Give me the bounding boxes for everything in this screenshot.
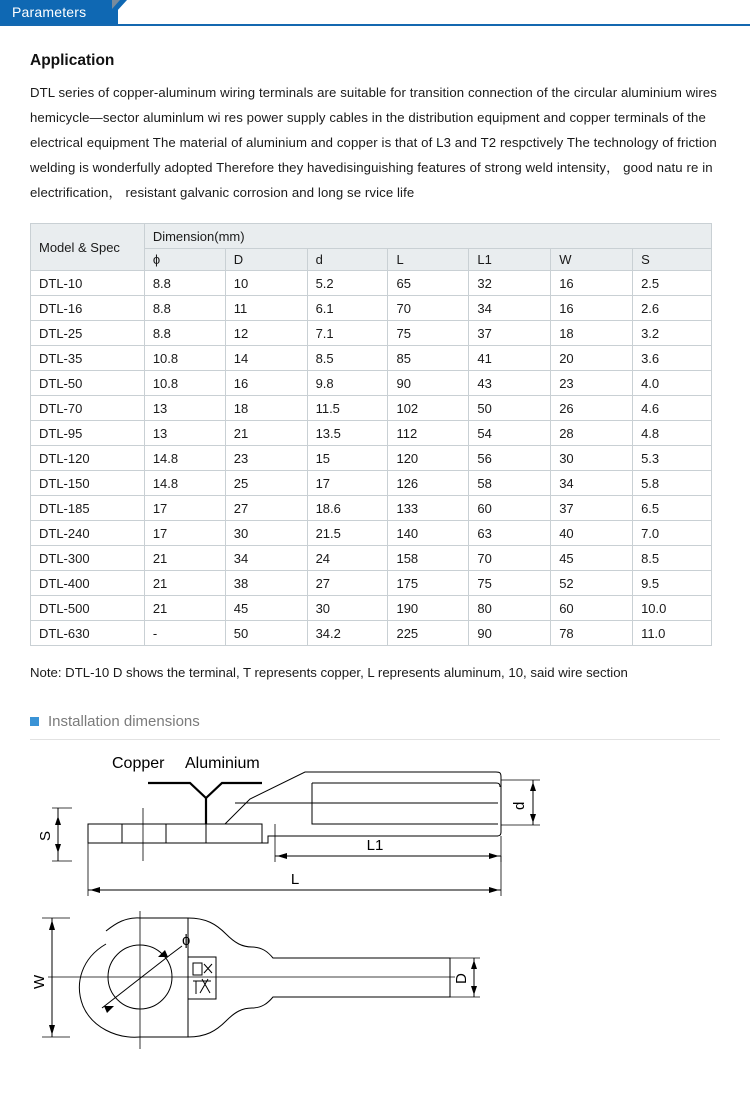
d-outer-arrow-up <box>471 960 477 969</box>
cell-W: 45 <box>551 546 633 571</box>
cell-L1: 32 <box>469 271 551 296</box>
cell-model: DTL-185 <box>31 496 145 521</box>
table-row <box>31 521 712 546</box>
cell-L: 70 <box>388 296 469 321</box>
table-row <box>31 546 712 571</box>
cell-model: DTL-500 <box>31 596 145 621</box>
cell-ϕ: - <box>144 621 225 646</box>
phi-leader-tail <box>170 946 182 955</box>
cell-ϕ: 17 <box>144 496 225 521</box>
l-arrow-right <box>489 887 499 893</box>
cell-S: 4.6 <box>633 396 712 421</box>
cell-S: 4.8 <box>633 421 712 446</box>
leader-fork <box>148 783 262 798</box>
cell-d: 6.1 <box>307 296 388 321</box>
cell-S: 3.2 <box>633 321 712 346</box>
cell-S: 5.8 <box>633 471 712 496</box>
cell-L1: 41 <box>469 346 551 371</box>
cell-S: 5.3 <box>633 446 712 471</box>
cell-ϕ: 17 <box>144 521 225 546</box>
installation-divider <box>30 739 720 740</box>
cell-model: DTL-300 <box>31 546 145 571</box>
cell-L1: 75 <box>469 571 551 596</box>
marking-glyph-top <box>193 963 212 975</box>
top-view-drawing <box>30 911 720 1061</box>
cell-ϕ: 10.8 <box>144 346 225 371</box>
dim-W: W <box>31 974 48 989</box>
installation-heading-label: Installation dimensions <box>48 713 200 730</box>
cell-W: 60 <box>551 596 633 621</box>
table-row <box>31 421 712 446</box>
cell-d: 11.5 <box>307 396 388 421</box>
l-arrow-left <box>90 887 100 893</box>
col-header-d: d <box>307 249 388 271</box>
label-aluminium: Aluminium <box>185 755 260 772</box>
cell-L: 65 <box>388 271 469 296</box>
cell-L: 112 <box>388 421 469 446</box>
cell-model: DTL-50 <box>31 371 145 396</box>
col-header-model: Model & Spec <box>31 224 145 271</box>
cell-S: 9.5 <box>633 571 712 596</box>
cell-model: DTL-150 <box>31 471 145 496</box>
table-row <box>31 446 712 471</box>
d-arrow-up <box>530 782 536 791</box>
cell-D: 18 <box>225 396 307 421</box>
d-arrow-down <box>530 814 536 823</box>
spec-table-body <box>31 271 712 646</box>
cell-model: DTL-25 <box>31 321 145 346</box>
col-header-L1: L1 <box>469 249 551 271</box>
cell-D: 10 <box>225 271 307 296</box>
cell-ϕ: 21 <box>144 546 225 571</box>
cell-L1: 70 <box>469 546 551 571</box>
cell-W: 40 <box>551 521 633 546</box>
cell-d: 15 <box>307 446 388 471</box>
cell-model: DTL-240 <box>31 521 145 546</box>
phi-symbol-icon: ɸ <box>182 932 191 949</box>
cell-L: 225 <box>388 621 469 646</box>
cell-d: 30 <box>307 596 388 621</box>
cell-L: 75 <box>388 321 469 346</box>
table-row <box>31 271 712 296</box>
cell-S: 8.5 <box>633 546 712 571</box>
cell-L1: 60 <box>469 496 551 521</box>
cell-L1: 43 <box>469 371 551 396</box>
barrel-bore-upper <box>312 783 500 787</box>
installation-heading <box>30 713 720 730</box>
tab-bar <box>0 0 750 26</box>
cell-L: 90 <box>388 371 469 396</box>
cell-W: 30 <box>551 446 633 471</box>
cell-model: DTL-630 <box>31 621 145 646</box>
cell-D: 34 <box>225 546 307 571</box>
col-header-D: D <box>225 249 307 271</box>
cell-d: 9.8 <box>307 371 388 396</box>
s-arrow-up <box>55 816 61 825</box>
cell-L: 158 <box>388 546 469 571</box>
cell-S: 11.0 <box>633 621 712 646</box>
cell-d: 5.2 <box>307 271 388 296</box>
cell-W: 18 <box>551 321 633 346</box>
table-row <box>31 621 712 646</box>
page-content <box>0 52 750 1061</box>
cell-L: 175 <box>388 571 469 596</box>
dim-d: d <box>511 801 528 810</box>
d-outer-arrow-down <box>471 986 477 995</box>
cell-d: 13.5 <box>307 421 388 446</box>
cell-W: 78 <box>551 621 633 646</box>
terminal-outline <box>79 918 450 1037</box>
dim-L1: L1 <box>366 837 384 854</box>
cell-model: DTL-95 <box>31 421 145 446</box>
cell-D: 21 <box>225 421 307 446</box>
table-row <box>31 596 712 621</box>
header-divider <box>0 24 750 26</box>
cell-ϕ: 13 <box>144 396 225 421</box>
tongue-outline <box>88 824 262 843</box>
cell-L: 102 <box>388 396 469 421</box>
barrel-upper-profile <box>225 772 501 836</box>
cell-S: 3.6 <box>633 346 712 371</box>
cell-L1: 80 <box>469 596 551 621</box>
cell-ϕ: 8.8 <box>144 271 225 296</box>
cell-L: 126 <box>388 471 469 496</box>
cell-W: 23 <box>551 371 633 396</box>
spec-note: Note: DTL-10 D shows the terminal, T represents copper, L represents aluminum, 10, said wire section <box>30 665 628 680</box>
cell-S: 6.5 <box>633 496 712 521</box>
dim-D: D <box>453 973 470 984</box>
cell-D: 50 <box>225 621 307 646</box>
cell-L1: 58 <box>469 471 551 496</box>
cell-L1: 63 <box>469 521 551 546</box>
spec-table-head <box>31 224 712 271</box>
col-header-S: S <box>633 249 712 271</box>
cell-W: 26 <box>551 396 633 421</box>
w-arrow-up <box>49 920 55 930</box>
cell-S: 4.0 <box>633 371 712 396</box>
cell-d: 8.5 <box>307 346 388 371</box>
cell-D: 12 <box>225 321 307 346</box>
cell-ϕ: 10.8 <box>144 371 225 396</box>
cell-L: 140 <box>388 521 469 546</box>
cell-ϕ: 14.8 <box>144 446 225 471</box>
cell-model: DTL-400 <box>31 571 145 596</box>
cell-D: 27 <box>225 496 307 521</box>
s-arrow-down <box>55 844 61 853</box>
cell-W: 52 <box>551 571 633 596</box>
table-row <box>31 346 712 371</box>
cell-L1: 34 <box>469 296 551 321</box>
col-header-phi: ϕ <box>144 249 225 271</box>
spec-table <box>30 223 712 646</box>
table-row <box>31 396 712 421</box>
cell-model: DTL-35 <box>31 346 145 371</box>
cell-ϕ: 21 <box>144 596 225 621</box>
cell-S: 10.0 <box>633 596 712 621</box>
cell-L: 85 <box>388 346 469 371</box>
cell-d: 18.6 <box>307 496 388 521</box>
phi-leader-line <box>102 955 170 1008</box>
cell-D: 11 <box>225 296 307 321</box>
spec-table-group-row <box>31 224 712 249</box>
cell-S: 2.5 <box>633 271 712 296</box>
table-row <box>31 496 712 521</box>
cell-model: DTL-16 <box>31 296 145 321</box>
cell-D: 16 <box>225 371 307 396</box>
cell-L1: 54 <box>469 421 551 446</box>
dim-S: S <box>37 830 54 841</box>
cell-d: 21.5 <box>307 521 388 546</box>
cell-ϕ: 14.8 <box>144 471 225 496</box>
cell-d: 17 <box>307 471 388 496</box>
cell-model: DTL-10 <box>31 271 145 296</box>
cell-ϕ: 8.8 <box>144 296 225 321</box>
col-header-W: W <box>551 249 633 271</box>
tab-parameters-label: Parameters <box>12 4 87 20</box>
cell-ϕ: 21 <box>144 571 225 596</box>
cell-model: DTL-120 <box>31 446 145 471</box>
cell-ϕ: 8.8 <box>144 321 225 346</box>
cell-L1: 37 <box>469 321 551 346</box>
cell-W: 28 <box>551 421 633 446</box>
cell-L1: 50 <box>469 396 551 421</box>
cell-model: DTL-70 <box>31 396 145 421</box>
cell-W: 37 <box>551 496 633 521</box>
label-copper: Copper <box>112 755 165 772</box>
cell-D: 25 <box>225 471 307 496</box>
tab-fold-shadow <box>112 0 120 9</box>
application-heading: Application <box>30 52 115 69</box>
dim-L: L <box>290 871 300 888</box>
barrel-lower-edge <box>206 836 498 843</box>
cell-D: 30 <box>225 521 307 546</box>
cell-d: 24 <box>307 546 388 571</box>
cell-D: 45 <box>225 596 307 621</box>
cell-D: 23 <box>225 446 307 471</box>
table-row <box>31 471 712 496</box>
cell-D: 14 <box>225 346 307 371</box>
installation-drawings <box>30 746 720 1061</box>
cell-d: 34.2 <box>307 621 388 646</box>
square-bullet-icon <box>30 717 39 726</box>
tab-parameters[interactable] <box>0 0 118 24</box>
table-row <box>31 296 712 321</box>
l1-arrow-right <box>489 853 499 859</box>
cell-d: 27 <box>307 571 388 596</box>
cell-S: 2.6 <box>633 296 712 321</box>
marking-glyph-bottom <box>193 979 211 994</box>
cell-W: 34 <box>551 471 633 496</box>
side-view-drawing <box>30 746 720 911</box>
cell-ϕ: 13 <box>144 421 225 446</box>
cell-W: 20 <box>551 346 633 371</box>
cell-W: 16 <box>551 271 633 296</box>
table-row <box>31 371 712 396</box>
table-row <box>31 321 712 346</box>
cell-L: 190 <box>388 596 469 621</box>
phi-arrow-lower <box>104 1006 114 1013</box>
col-header-dimension: Dimension(mm) <box>144 224 711 249</box>
cell-L1: 56 <box>469 446 551 471</box>
col-header-L: L <box>388 249 469 271</box>
cell-L: 120 <box>388 446 469 471</box>
application-paragraph: DTL series of copper-aluminum wiring terminals are suitable for transition connection of the circular aluminium wires hemicycle—sector aluminlum wi res power supply cables in the distribution equipment and copper terminals of the electrical equipment The material of aluminium and copper is that of L3 and T2 respctively The technology of friction welding is wonderfully adopted Therefore they havedisinguishing features of strong weld intensity， good natu re in electrification， resistant galvanic corrosion and long se rvice life <box>30 85 717 200</box>
table-row <box>31 571 712 596</box>
cell-S: 7.0 <box>633 521 712 546</box>
cell-L1: 90 <box>469 621 551 646</box>
cell-D: 38 <box>225 571 307 596</box>
l1-arrow-left <box>277 853 287 859</box>
cell-L: 133 <box>388 496 469 521</box>
w-arrow-down <box>49 1025 55 1035</box>
cell-d: 7.1 <box>307 321 388 346</box>
cell-W: 16 <box>551 296 633 321</box>
